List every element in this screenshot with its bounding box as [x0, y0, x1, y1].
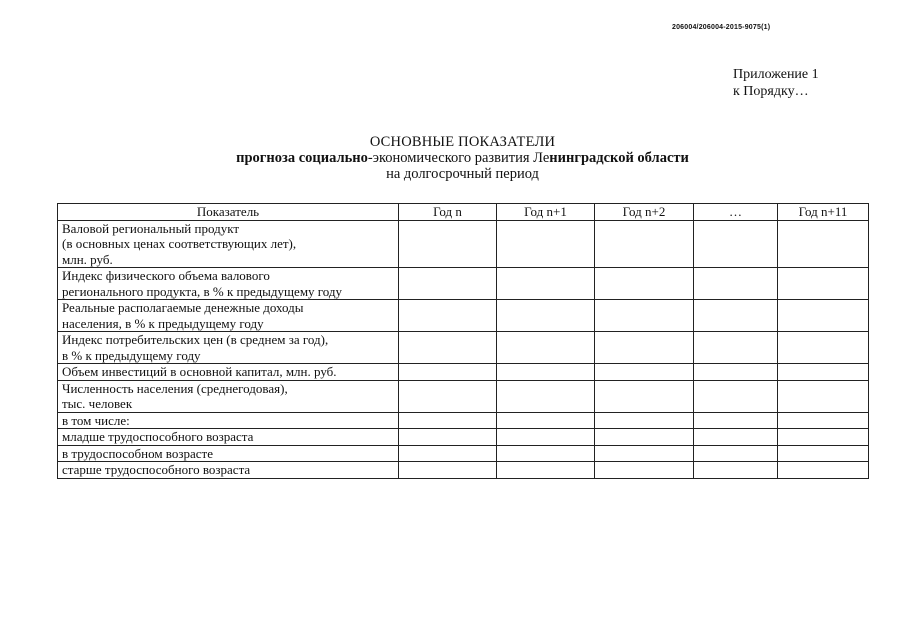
value-cell	[399, 429, 497, 446]
value-cell	[497, 445, 595, 462]
value-cell	[778, 268, 869, 300]
value-cell	[778, 380, 869, 412]
header-year-n: Год n	[399, 204, 497, 221]
indicator-line: тыс. человек	[62, 396, 133, 411]
header-year-n11: Год n+11	[778, 204, 869, 221]
indicator-cell	[58, 268, 399, 300]
value-cell	[778, 332, 869, 364]
value-cell	[399, 300, 497, 332]
value-cell	[497, 300, 595, 332]
value-cell	[694, 268, 778, 300]
indicator-line: Индекс физического объема валового	[62, 268, 270, 283]
table-row	[58, 268, 869, 300]
indicator-line: (в основных ценах соответствующих лет),	[62, 236, 297, 251]
indicator-cell	[58, 445, 399, 462]
header-year-n2: Год n+2	[595, 204, 694, 221]
indicator-line: регионального продукта, в % к предыдущему году	[62, 283, 343, 299]
indicator-line: Реальные располагаемые денежные доходы	[62, 300, 304, 315]
indicator-cell	[58, 300, 399, 332]
indicator-line: в % к предыдущему году	[62, 347, 201, 363]
indicator-cell	[58, 332, 399, 364]
value-cell	[595, 445, 694, 462]
title-line-3: на долгосрочный период	[386, 166, 539, 182]
value-cell	[399, 220, 497, 268]
table-row	[58, 332, 869, 364]
title-line-1: ОСНОВНЫЕ ПОКАЗАТЕЛИ	[369, 134, 556, 150]
value-cell	[694, 445, 778, 462]
value-cell	[694, 332, 778, 364]
value-cell	[497, 220, 595, 268]
value-cell	[595, 300, 694, 332]
value-cell	[497, 364, 595, 381]
value-cell	[497, 412, 595, 429]
value-cell	[497, 429, 595, 446]
value-cell	[399, 462, 497, 479]
indicator-line: в том числе:	[62, 412, 130, 428]
table-row	[58, 364, 869, 381]
value-cell	[399, 412, 497, 429]
value-cell	[694, 300, 778, 332]
value-cell	[694, 364, 778, 381]
table-row	[58, 445, 869, 462]
value-cell	[497, 268, 595, 300]
value-cell	[399, 332, 497, 364]
value-cell	[778, 462, 869, 479]
indicator-cell	[58, 462, 399, 479]
value-cell	[399, 445, 497, 462]
title-line-2	[60, 150, 865, 166]
indicator-cell	[58, 380, 399, 412]
appendix-line-2: к Порядку…	[733, 84, 809, 99]
title-bold-part-a: прогноза социально	[236, 150, 368, 166]
value-cell	[595, 462, 694, 479]
indicator-line: младше трудоспособного возраста	[62, 429, 254, 444]
indicator-cell	[58, 364, 399, 381]
document-title	[60, 134, 865, 182]
indicator-line: старше трудоспособного возраста	[62, 462, 251, 477]
value-cell	[595, 429, 694, 446]
value-cell	[595, 412, 694, 429]
value-cell	[778, 445, 869, 462]
value-cell	[399, 380, 497, 412]
value-cell	[497, 380, 595, 412]
value-cell	[497, 332, 595, 364]
table-row	[58, 462, 869, 479]
indicator-line: в трудоспособном возрасте	[62, 445, 213, 461]
header-indicator: Показатель	[58, 204, 399, 221]
indicator-line: Индекс потребительских цен (в среднем за год),	[62, 332, 329, 347]
value-cell	[497, 462, 595, 479]
title-bold-part-b: нинградской области	[549, 150, 689, 166]
table-row	[58, 300, 869, 332]
indicator-cell	[58, 429, 399, 446]
value-cell	[778, 220, 869, 268]
header-year-n1: Год n+1	[497, 204, 595, 221]
table-row	[58, 412, 869, 429]
value-cell	[778, 412, 869, 429]
value-cell	[778, 429, 869, 446]
value-cell	[595, 268, 694, 300]
value-cell	[595, 220, 694, 268]
appendix-line-1: Приложение 1	[733, 67, 819, 82]
value-cell	[694, 380, 778, 412]
value-cell	[694, 462, 778, 479]
table-row	[58, 220, 869, 268]
indicator-line: населения, в % к предыдущему году	[62, 315, 264, 331]
value-cell	[694, 412, 778, 429]
value-cell	[399, 268, 497, 300]
value-cell	[595, 364, 694, 381]
indicator-cell	[58, 220, 399, 268]
indicator-line: Валовой региональный продукт	[62, 220, 240, 236]
header-ellipsis: …	[694, 204, 778, 221]
table-header-row	[58, 204, 869, 221]
indicator-line: Численность населения (среднегодовая),	[62, 380, 288, 396]
value-cell	[778, 300, 869, 332]
table-row	[58, 380, 869, 412]
table-row	[58, 429, 869, 446]
indicator-cell	[58, 412, 399, 429]
document-id: 206004/206004-2015-9075(1)	[672, 24, 771, 31]
value-cell	[694, 429, 778, 446]
value-cell	[694, 220, 778, 268]
appendix-note	[733, 66, 819, 100]
value-cell	[778, 364, 869, 381]
value-cell	[399, 364, 497, 381]
title-normal-part: -экономического развития Ле	[367, 150, 550, 166]
value-cell	[595, 380, 694, 412]
indicator-line: Объем инвестиций в основной капитал, млн. руб.	[62, 364, 337, 379]
indicators-table	[57, 203, 869, 479]
value-cell	[595, 332, 694, 364]
indicator-line: млн. руб.	[62, 251, 113, 267]
